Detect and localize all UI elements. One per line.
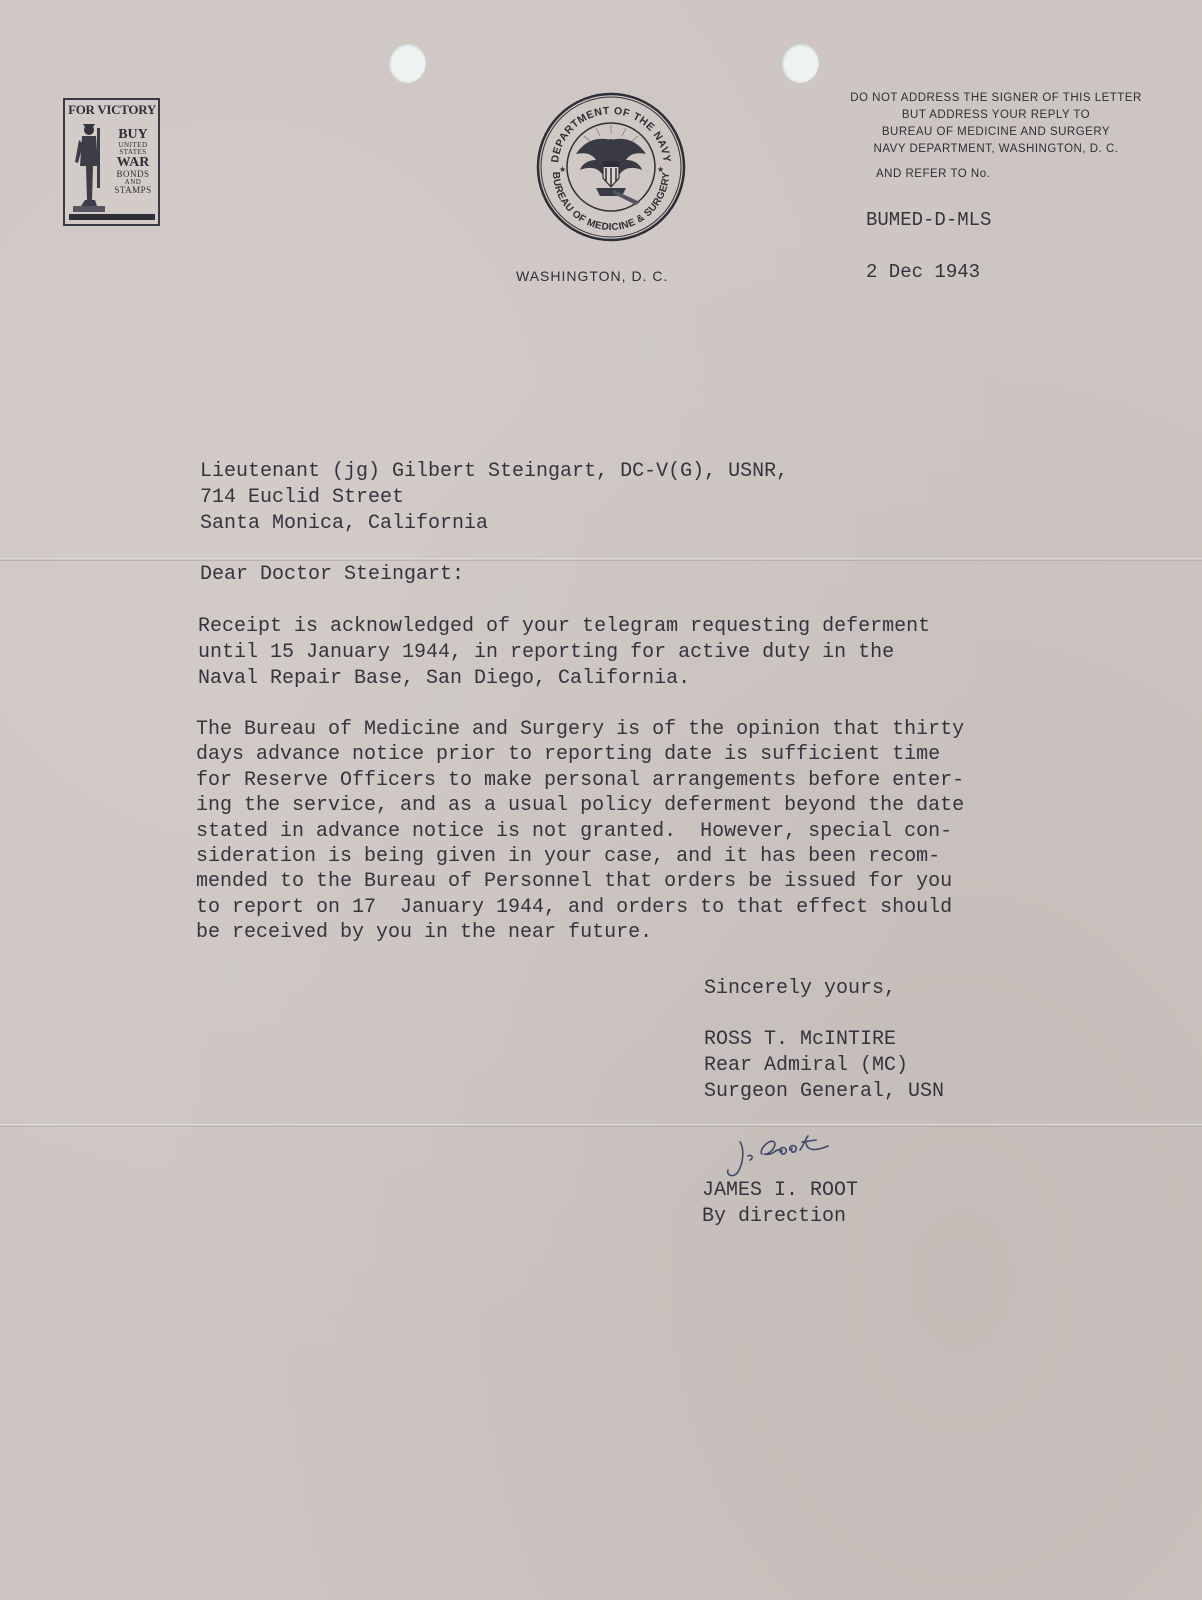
seal-ring-bottom-text: BUREAU OF MEDICINE & SURGERY bbox=[549, 171, 673, 234]
notice-line: BUREAU OF MEDICINE AND SURGERY bbox=[881, 126, 1111, 138]
handwritten-signature bbox=[718, 1128, 858, 1184]
letter-date: 2 Dec 1943 bbox=[866, 261, 981, 283]
stamp-united: UNITED bbox=[118, 141, 148, 149]
navy-seal-emblem bbox=[536, 92, 686, 242]
text-line: mended to the Bureau of Personnel that orders be issued for you bbox=[196, 870, 953, 894]
text-line: ing the service, and as a usual policy deferment beyond the date bbox=[196, 794, 965, 818]
recipient-city: Santa Monica, California bbox=[200, 512, 489, 535]
stamp-text bbox=[109, 128, 157, 195]
minuteman-icon bbox=[69, 118, 109, 216]
stamp-war: WAR bbox=[116, 155, 150, 170]
text-line: be received by you in the near future. bbox=[196, 921, 653, 945]
letterhead-city: WASHINGTON, D. C. bbox=[516, 268, 669, 284]
recipient-name: Lieutenant (jg) Gilbert Steingart, DC-V(G), USNR, bbox=[200, 460, 789, 483]
by-direction-block bbox=[702, 1178, 858, 1230]
text-line: The Bureau of Medicine and Surgery is of the opinion that thirty bbox=[196, 718, 965, 741]
punch-hole-left bbox=[388, 43, 426, 83]
fold-line-upper bbox=[0, 558, 1202, 561]
seal-ring-top-text: DEPARTMENT OF THE NAVY bbox=[549, 104, 673, 164]
signer-name: ROSS T. McINTIRE bbox=[704, 1028, 897, 1051]
reply-notice bbox=[826, 90, 1166, 158]
text-line: to report on 17 January 1944, and orders to that effect should bbox=[196, 895, 953, 919]
eagle-icon bbox=[576, 125, 646, 205]
reference-number: BUMED-D-MLS bbox=[866, 209, 992, 231]
signer-title: Surgeon General, USN bbox=[704, 1080, 945, 1103]
text-line: stated in advance notice is not granted. However, special con- bbox=[196, 819, 953, 843]
salutation: Dear Doctor Steingart: bbox=[200, 563, 465, 586]
stamp-buy: BUY bbox=[118, 127, 148, 142]
notice-line: BUT ADDRESS YOUR REPLY TO bbox=[901, 109, 1091, 121]
notice-line: NAVY DEPARTMENT, WASHINGTON, D. C. bbox=[873, 143, 1119, 155]
notice-line: DO NOT ADDRESS THE SIGNER OF THIS LETTER bbox=[850, 92, 1142, 104]
recipient-street: 714 Euclid Street bbox=[200, 486, 405, 509]
refer-to-label: AND REFER TO No. bbox=[876, 168, 991, 180]
stamp-stamps: STAMPS bbox=[114, 185, 152, 195]
stamp-base-bar bbox=[69, 214, 155, 220]
text-line: Naval Repair Base, San Diego, California. bbox=[198, 667, 691, 690]
body-paragraph-1 bbox=[198, 614, 930, 692]
text-line: until 15 January 1944, in reporting for active duty in the bbox=[198, 641, 895, 664]
punch-hole-right bbox=[781, 43, 819, 83]
text-line: sideration is being given in your case, and it has been recom- bbox=[196, 845, 941, 869]
fold-line-lower bbox=[0, 1124, 1202, 1127]
signer-rank: Rear Admiral (MC) bbox=[704, 1054, 909, 1077]
war-bonds-stamp bbox=[63, 98, 160, 226]
text-line: days advance notice prior to reporting date is sufficient time bbox=[196, 743, 941, 767]
direction-name: JAMES I. ROOT bbox=[702, 1179, 859, 1202]
stamp-title: FOR VICTORY bbox=[68, 102, 156, 117]
text-line: Receipt is acknowledged of your telegram requesting deferment bbox=[198, 615, 931, 638]
text-line: for Reserve Officers to make personal arrangements before enter- bbox=[196, 768, 965, 792]
recipient-address bbox=[200, 459, 788, 537]
direction-note: By direction bbox=[702, 1205, 847, 1228]
stamp-bonds: BONDS bbox=[116, 169, 150, 179]
svg-text:★: ★ bbox=[559, 165, 567, 174]
body-paragraph-2 bbox=[196, 717, 964, 946]
stamp-and: AND bbox=[124, 178, 142, 186]
closing: Sincerely yours, bbox=[704, 977, 897, 1000]
stamp-states: STATES bbox=[119, 148, 147, 156]
svg-text:★: ★ bbox=[657, 165, 665, 174]
signer-block bbox=[704, 1027, 944, 1105]
